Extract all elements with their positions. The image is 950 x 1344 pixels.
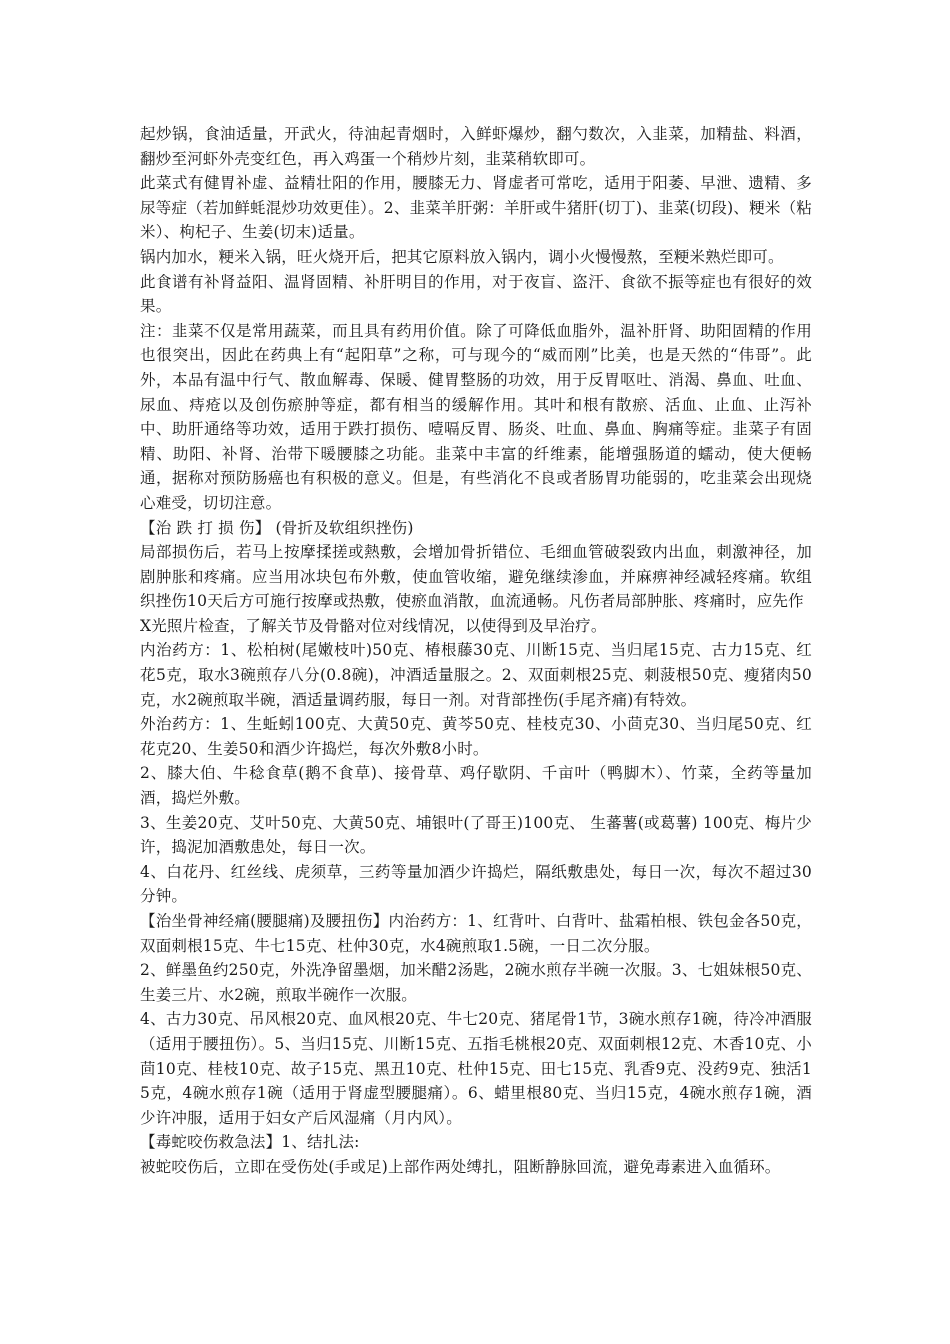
document-body (140, 122, 812, 1180)
paragraph-congee-method: 锅内加水，粳米入锅，旺火烧开后，把其它原料放入锅内，调小火慢慢熬，至粳米熟烂即可。 (140, 247, 784, 266)
paragraph-internal-remedy: 内治药方：1、松柏树(尾嫩枝叶)50克、椿根藤30克、川断15克、当归尾15克、古力15克、红花5克，取水3碗煎存八分(0.8碗)，冲酒适量服之。2、双面刺根25克、刺菠根50克、瘦猪肉50克，水2碗煎取半碗，酒适量调药服，每日一剂。对背部挫伤(手尾齐痛)有特效。 (140, 641, 812, 709)
section-heading-snakebite: 【毒蛇咬伤救急法】1、结扎法: (140, 1133, 360, 1152)
paragraph-external-remedy-4: 4、白花丹、红丝线、虎须草，三药等量加酒少许捣烂，隔纸敷患处，每日一次，每次不超过30分钟。 (140, 862, 812, 906)
paragraph-sciatica-remedy-2-3: 2、鲜墨鱼约250克，外洗净留墨烟，加米醋2汤匙，2碗水煎存半碗一次服。3、七姐妹根50克、生姜三片、水2碗，煎取半碗作一次服。 (140, 961, 812, 1004)
paragraph-external-remedy-2: 2、膝大伯、牛稔食草(鹅不食草)、接骨草、鸡仔歇阴、千亩叶（鸭脚木）、竹菜，全药等量加酒，捣烂外敷。 (140, 764, 812, 808)
paragraph-sciatica-remedy-4-6: 4、古力30克、吊风根20克、血风根20克、牛七20克、猪尾骨1节，3碗水煎存1碗，待冷冲酒服（适用于腰扭伤）。5、当归15克、川断15克、五指毛桃根20克、双面刺根12克、木香10克、小茴10克、桂枝10克、故子15克、黑丑10克、杜仲15克、田七15克、乳香9克、没药9克、独活15克，4碗水煎存1碗（适用于肾虚型腰腿痛）。6、蜡里根80克、当归15克，4碗水煎存1碗，酒少许冲服，适用于妇女产后风湿痛（月内风）。 (140, 1010, 812, 1127)
section-heading-sciatica: 【治坐骨神经痛(腰腿痛)及腰扭伤】内治药方：1、红背叶、白背叶、盐霜柏根、铁包金各50克，双面刺根15克、牛七15克、杜仲30克，水4碗煎取1.5碗，一日二次分服。 (140, 912, 812, 955)
paragraph-snakebite-ligature: 被蛇咬伤后，立即在受伤处(手或足)上部作两处缚扎，阻断静脉回流，避免毒素进入血循环。 (140, 1157, 781, 1176)
paragraph-chive-note: 注：韭菜不仅是常用蔬菜，而且具有药用价值。除了可降低血脂外，温补肝肾、助阳固精的作用也很突出，因此在药典上有“起阳草”之称，可与现今的“威而刚”比美，也是天然的“伟哥”。此外，本品有温中行气、散血解毒、保暖、健胃整肠的功效，用于反胃呕吐、消渴、鼻血、吐血、尿血、痔疮以及创伤瘀肿等症，都有相当的缓解作用。其叶和根有散瘀、活血、止血、止泻补中、助肝通络等功效，适用于跌打损伤、噎嗝反胃、肠炎、吐血、鼻血、胸痛等症。韭菜子有固精、助阳、补肾、治带下暖腰膝之功能。韭菜中丰富的纤维素，能增强肠道的蠕动，使大便畅通，据称对预防肠癌也有积极的意义。但是，有些消化不良或者肠胃功能弱的，吃韭菜会出现烧心难受，切切注意。 (140, 321, 812, 512)
paragraph-external-remedy-3: 3、生姜20克、艾叶50克、大黄50克、埔银叶(了哥王)100克、 生蕃薯(或葛薯) 100克、梅片少许，捣泥加酒敷患处，每日一次。 (140, 813, 812, 857)
paragraph-external-remedy-1: 外治药方：1、生蚯蚓100克、大黄50克、黄芩50克、桂枝克30、小茴克30、当归尾50克、红花克20、生姜50和酒少许捣烂，每次外敷8小时。 (140, 715, 812, 758)
paragraph-stir-fry-steps: 起炒锅，食油适量，开武火，待油起青烟时，入鲜虾爆炒，翻勺数次，入韭菜，加精盐、料酒，翻炒至河虾外壳变红色，再入鸡蛋一个稍炒片刻，韭菜稍软即可。 (140, 125, 812, 168)
paragraph-xray: X光照片检查，了解关节及骨骼对位对线情况，以使得到及早治疗。 (140, 616, 607, 635)
paragraph-injury-advice: 局部损伤后，若马上按摩揉搓或熱敷，会增加骨折错位、毛细血管破裂致内出血，刺激神径，加剧肿胀和疼痛。应当用冰块包布外敷，使血管收缩，避免继续渗血，并麻痹神经减轻疼痛。软组织挫伤10天后方可施行按摩或热敷，使瘀血消散，血流通畅。凡伤者局部肿胀、疼痛时，应先作 (140, 543, 812, 611)
paragraph-dish-effects: 此菜式有健胃补虚、益精壮阳的作用，腰膝无力、肾虚者可常吃，适用于阳萎、早泄、遗精、多尿等症（若加鲜蚝混炒功效更佳）。2、韭菜羊肝粥：羊肝或牛猪肝(切丁)、韭菜(切段)、粳米（粘米）、枸杞子、生姜(切末)适量。 (140, 174, 812, 242)
section-heading-injury: 【治 跌 打 损 伤】 (骨折及软组织挫伤) (140, 518, 414, 537)
paragraph-congee-effects: 此食谱有补肾益阳、温肾固精、补肝明目的作用，对于夜盲、盗汗、食欲不振等症也有很好的效果。 (140, 272, 812, 316)
